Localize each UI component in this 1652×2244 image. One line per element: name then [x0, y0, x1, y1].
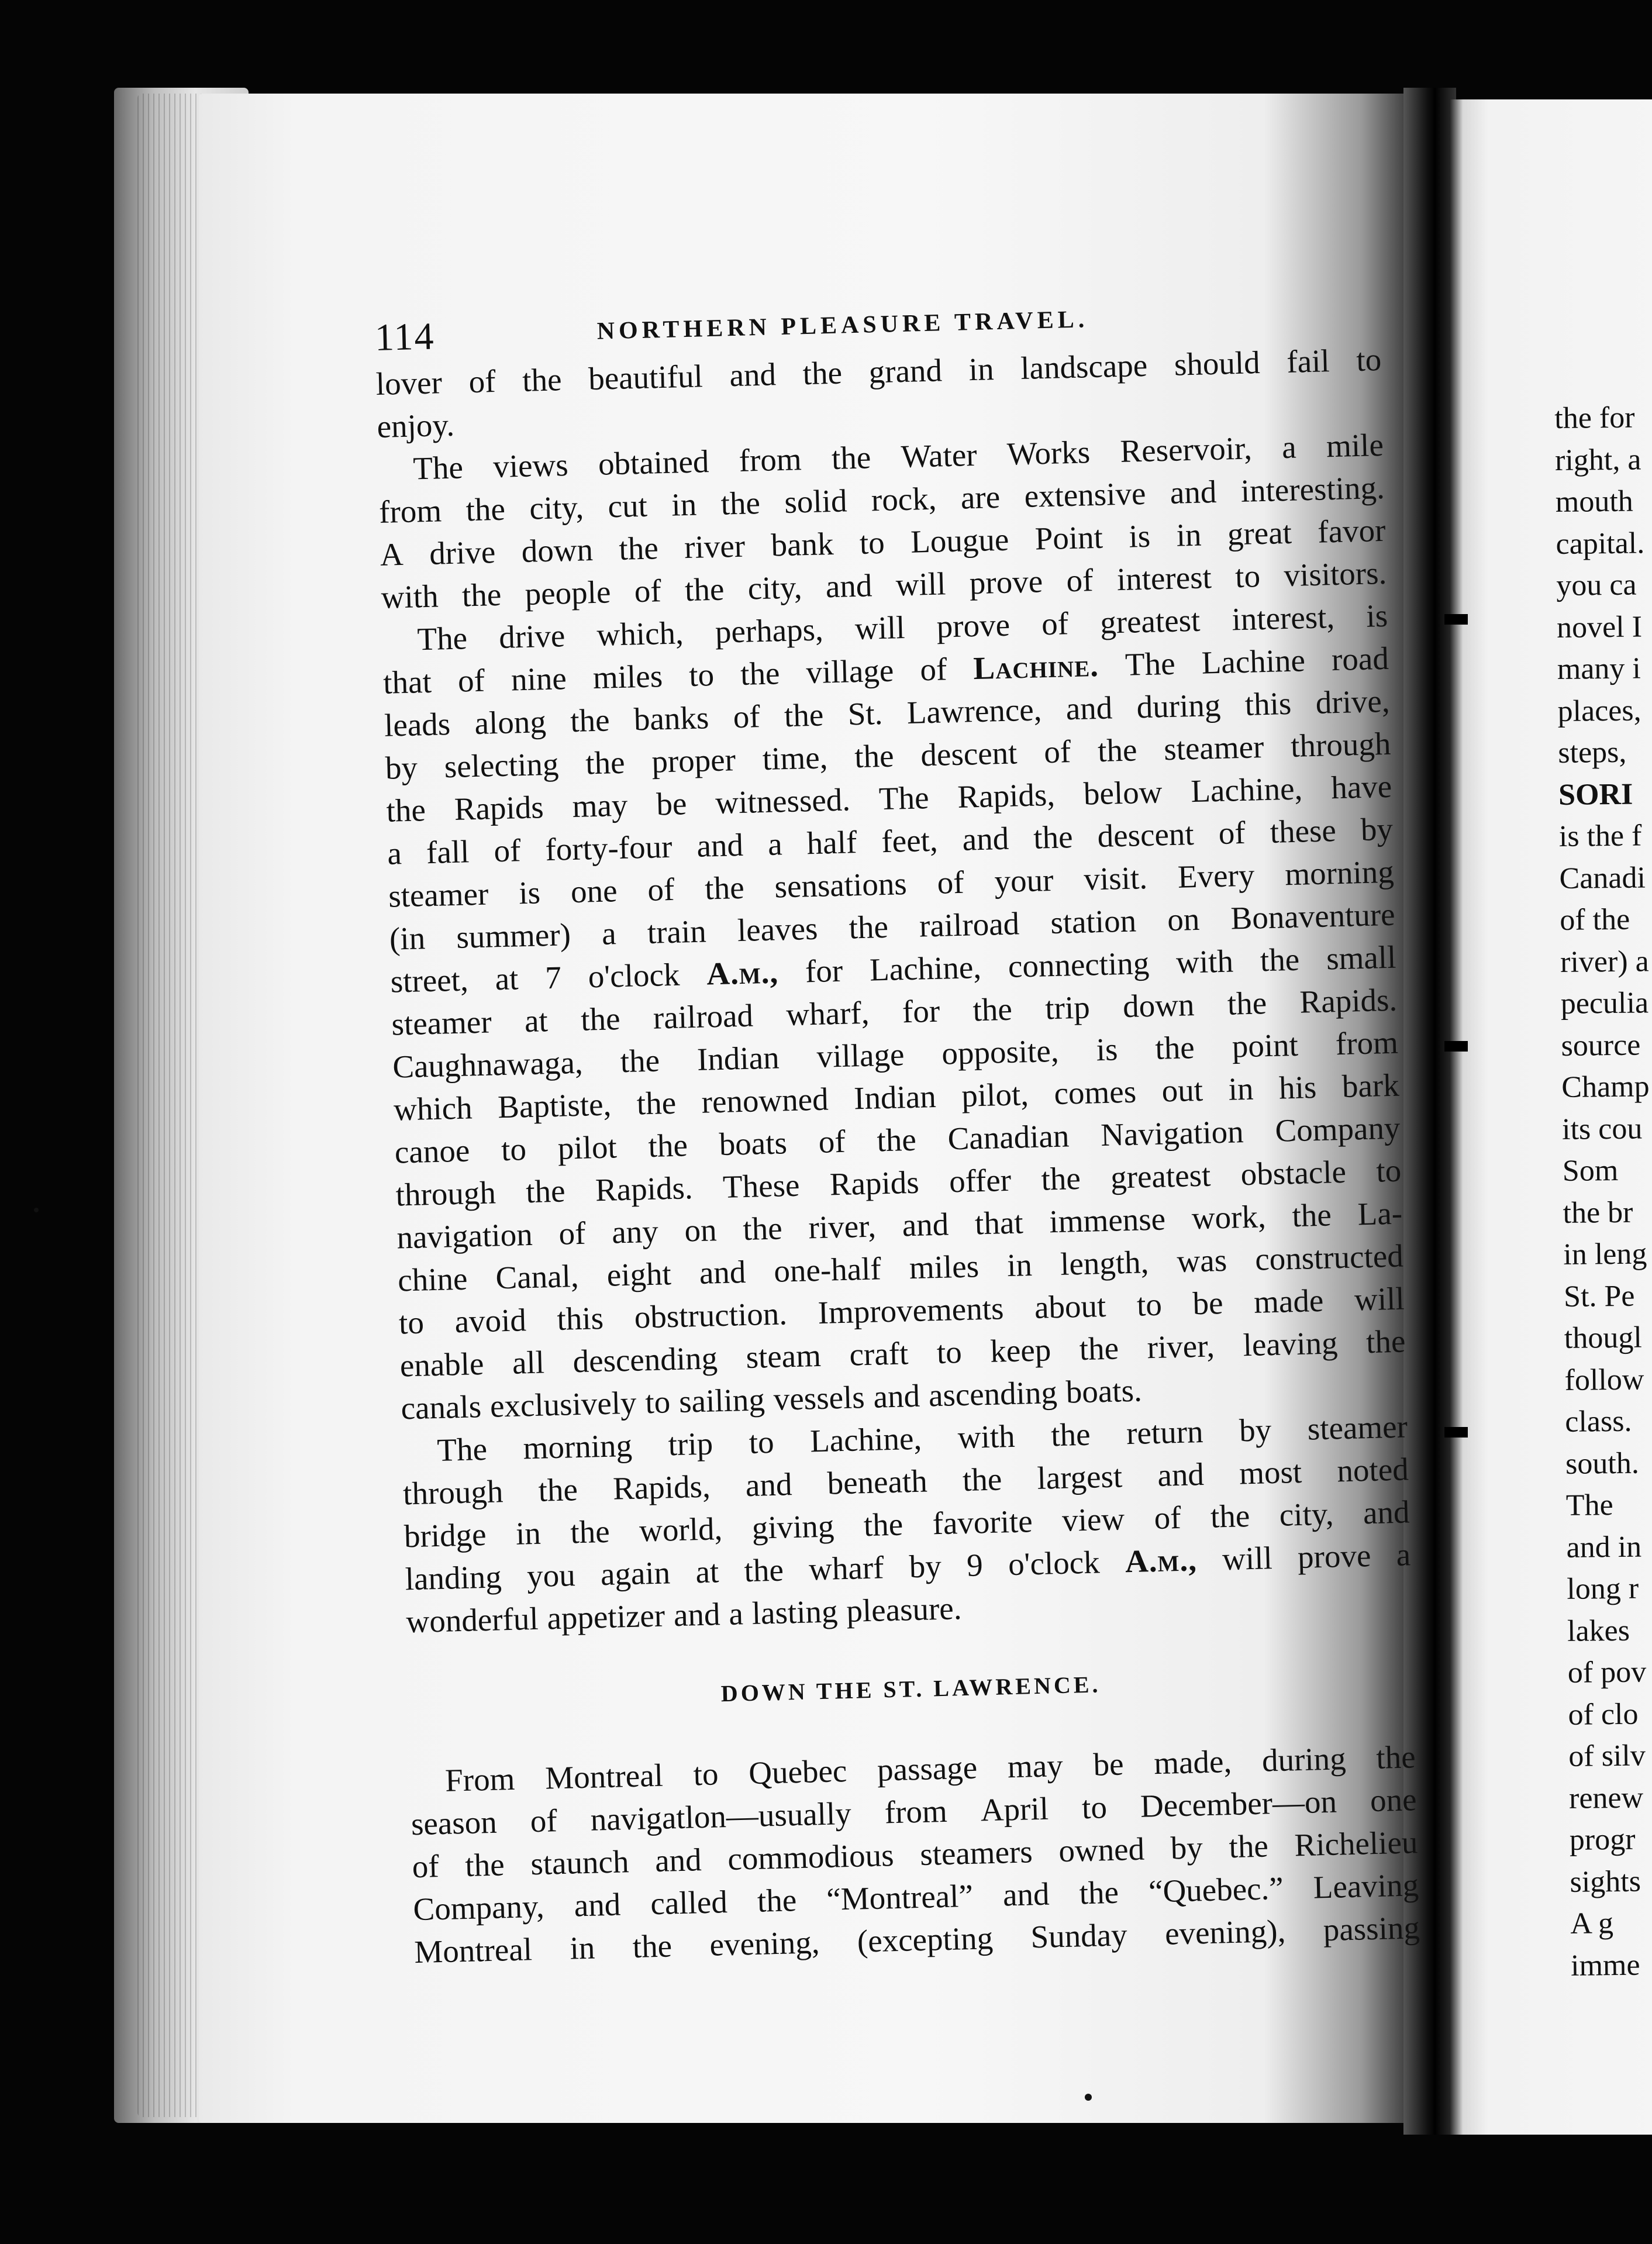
section-body-text: [409, 1735, 1420, 1973]
right-page-line: many i: [1557, 652, 1641, 686]
binding-notch: [1444, 614, 1468, 625]
main-text-block: [374, 291, 1420, 1973]
right-page-line: lakes: [1567, 1614, 1630, 1648]
right-page-line: the br: [1563, 1195, 1633, 1230]
text-line: lover of the beautiful and the grand in landscape should fail to: [375, 341, 1382, 402]
right-page-line: in leng: [1563, 1237, 1647, 1271]
right-page-text-fragment: [1554, 397, 1652, 1987]
right-page-line: its cou: [1561, 1111, 1643, 1146]
text-line: (in summer) a train leaves the railroad station on Bonaventure: [389, 896, 1396, 957]
text-line: The views obtained from the Water Works Reservoir, a mile: [412, 426, 1384, 487]
right-page-line: follow: [1564, 1362, 1644, 1397]
text-line: which Baptiste, the renowned Indian pilot, comes out in his bark: [393, 1067, 1400, 1128]
text-line: steamer is one of the sensations of your visit. Every morning: [388, 853, 1395, 914]
text-line: of the staunch and commodious steamers owned by the Richelieu: [412, 1824, 1419, 1885]
text-line: navigation of any on the river, and that immense work, the La-: [396, 1195, 1403, 1256]
text-line: from the city, cut in the solid rock, are extensive and interesting.: [378, 469, 1385, 530]
right-page-line: thougl: [1564, 1321, 1643, 1355]
speck: [34, 1208, 39, 1212]
text-line: canals exclusively to sailing vessels and ascending boats.: [400, 1372, 1143, 1426]
text-line: landing you again at the wharf by 9 o'clock A.m., will prove a: [405, 1536, 1411, 1597]
binding-notch: [1444, 1427, 1468, 1438]
text-line: through the Rapids, and beneath the largest and most noted: [402, 1451, 1409, 1512]
text-line: through the Rapids. These Rapids offer the greatest obstacle to: [395, 1152, 1402, 1213]
right-page-line: of pov: [1567, 1655, 1647, 1690]
right-page-line: peculia: [1560, 986, 1649, 1021]
right-page-line: of the: [1560, 902, 1630, 937]
text-line: canoe to pilot the boats of the Canadian Navigation Company: [394, 1109, 1401, 1170]
running-title: NORTHERN PLEASURE TRAVEL.: [596, 306, 1089, 345]
right-page-line: the for: [1554, 401, 1635, 435]
text-line: that of nine miles to the village of Lachine. The Lachine road: [382, 640, 1389, 701]
right-page-line: south.: [1565, 1446, 1640, 1481]
text-line: The drive which, perhaps, will prove of greatest interest, is: [416, 597, 1388, 657]
right-page-line: mouth: [1555, 484, 1634, 519]
text-line: leads along the banks of the St. Lawrence, and during this drive,: [384, 682, 1391, 743]
text-line: A drive down the river bank to Lougue Point is in great favor: [380, 512, 1387, 573]
right-page-line: Som: [1562, 1153, 1619, 1188]
right-page-line: places,: [1557, 693, 1641, 728]
text-line: chine Canal, eight and one-half miles in length, was constructed: [397, 1238, 1404, 1298]
right-page-line: progr: [1569, 1822, 1636, 1857]
right-page-line: is the f: [1558, 819, 1642, 853]
right-page-line: Canadi: [1559, 860, 1646, 895]
right-page-line: Champ: [1561, 1070, 1650, 1104]
right-page-line: A g: [1570, 1907, 1614, 1940]
text-line: Montreal in the evening, (excepting Sunday evening), passing: [413, 1909, 1420, 1970]
page-number: 114: [374, 315, 436, 359]
right-page-line: The: [1565, 1488, 1613, 1522]
speck: [1085, 2094, 1092, 2101]
right-page-line: St. Pe: [1563, 1279, 1635, 1314]
right-page-line: and in: [1566, 1530, 1642, 1564]
text-line: Company, and called the “Montreal” and the “Quebec.” Leaving: [412, 1867, 1419, 1928]
text-line: with the people of the city, and will prove of interest to visitors.: [381, 554, 1387, 615]
text-line: steamer at the railroad wharf, for the trip down the Rapids.: [391, 981, 1398, 1042]
right-page-line: SORI: [1558, 777, 1633, 812]
text-line: enable all descending steam craft to keep the river, leaving the: [399, 1323, 1406, 1384]
text-line: street, at 7 o'clock A.m., for Lachine, connecting with the small: [390, 939, 1397, 999]
text-line: a fall of forty-four and a half feet, and the descent of these by: [387, 811, 1394, 871]
right-page-line: river) a: [1560, 944, 1649, 979]
text-line: enjoy.: [376, 406, 455, 444]
text-line: the Rapids may be witnessed. The Rapids, below Lachine, have: [385, 768, 1392, 829]
text-line: From Montreal to Quebec passage may be made, during the: [444, 1739, 1416, 1798]
text-line: The morning trip to Lachine, with the return by steamer: [436, 1408, 1408, 1468]
binding-notch: [1444, 1041, 1468, 1052]
right-page-line: long r: [1567, 1571, 1639, 1606]
body-text: [375, 338, 1412, 1643]
section-heading: DOWN THE ST. LAWRENCE.: [720, 1671, 1101, 1707]
text-line: Caughnawaga, the Indian village opposite, is the point from: [392, 1024, 1399, 1085]
text-line: wonderful appetizer and a lasting pleasure.: [405, 1590, 963, 1640]
right-page-line: sights: [1570, 1864, 1641, 1899]
right-page-line: capital.: [1556, 526, 1645, 561]
text-line: by selecting the proper time, the descent of the steamer through: [385, 725, 1392, 786]
right-page-line: of clo: [1568, 1697, 1639, 1732]
text-line: bridge in the world, giving the favorite view of the city, and: [403, 1494, 1410, 1554]
right-page-line: of silv: [1568, 1739, 1646, 1773]
text-line: to avoid this obstruction. Improvements about to be made will: [398, 1280, 1405, 1341]
right-page-line: renew: [1568, 1781, 1644, 1815]
right-page-line: novel I: [1556, 609, 1643, 644]
right-page-line: imme: [1570, 1948, 1640, 1983]
right-page-line: steps,: [1558, 735, 1627, 770]
right-page-line: you ca: [1556, 568, 1637, 602]
text-line: season of navigatlon—usually from April to December—on one: [411, 1781, 1418, 1842]
right-page-line: source: [1561, 1028, 1641, 1063]
right-page-line: right, a: [1554, 442, 1641, 477]
right-page-line: class.: [1565, 1404, 1632, 1439]
